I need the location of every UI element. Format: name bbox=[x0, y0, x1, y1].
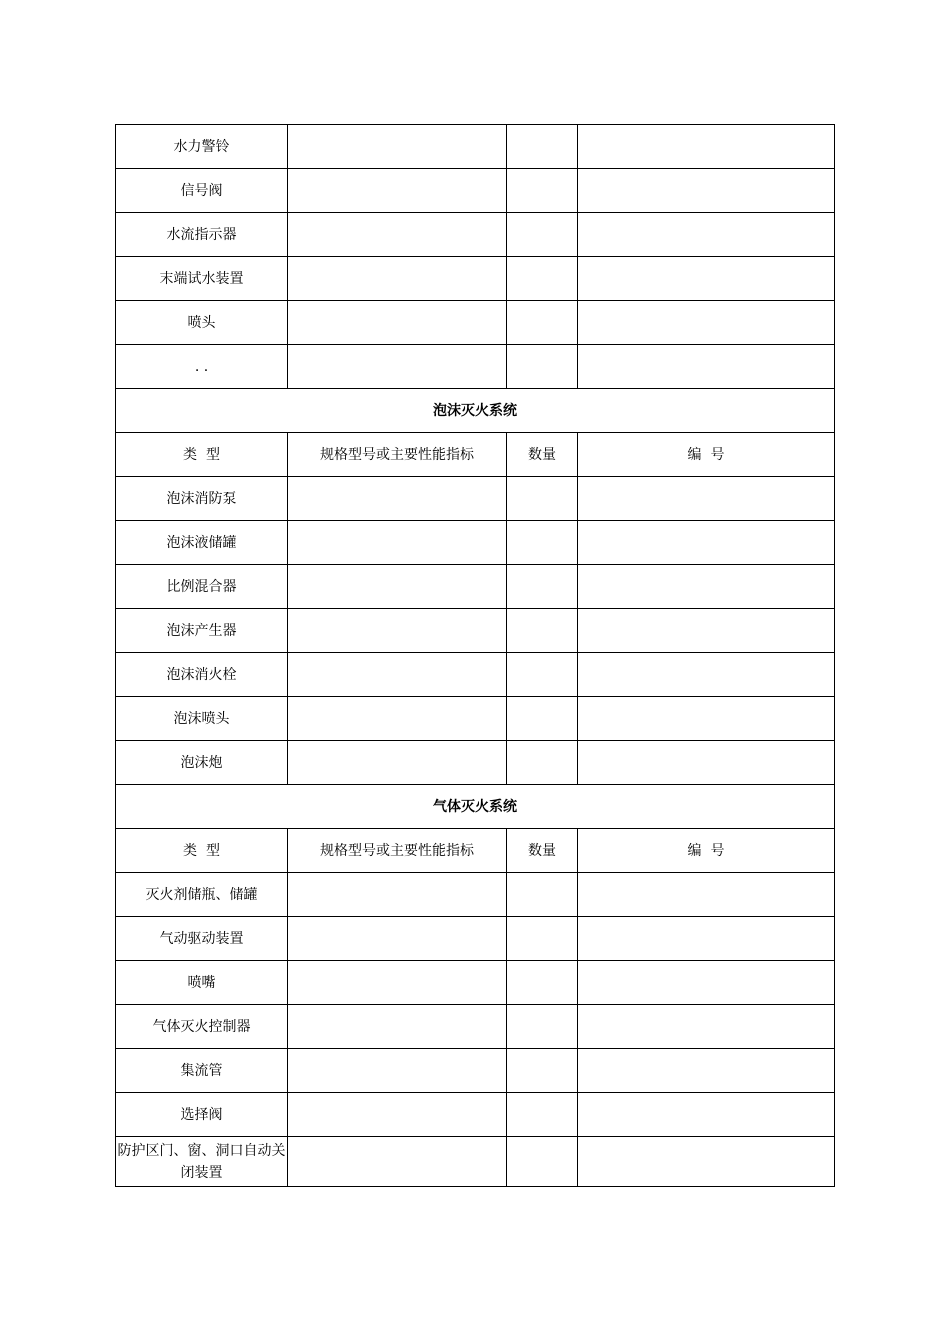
section-title-gas: 气体灭火系统 bbox=[116, 785, 835, 829]
spec-cell[interactable] bbox=[288, 741, 507, 785]
table-row bbox=[116, 257, 835, 301]
spec-cell[interactable] bbox=[288, 125, 507, 169]
header-row bbox=[116, 829, 835, 873]
table-row bbox=[116, 477, 835, 521]
spec-cell[interactable] bbox=[288, 169, 507, 213]
serial-cell[interactable] bbox=[578, 565, 835, 609]
spec-cell[interactable] bbox=[288, 213, 507, 257]
spec-cell[interactable] bbox=[288, 873, 507, 917]
serial-cell[interactable] bbox=[578, 1049, 835, 1093]
serial-cell[interactable] bbox=[578, 125, 835, 169]
table-row bbox=[116, 917, 835, 961]
quantity-cell[interactable] bbox=[507, 565, 578, 609]
serial-cell[interactable] bbox=[578, 917, 835, 961]
table-row bbox=[116, 565, 835, 609]
quantity-cell[interactable] bbox=[507, 917, 578, 961]
type-cell: 泡沫液储罐 bbox=[116, 521, 288, 565]
spec-cell[interactable] bbox=[288, 345, 507, 389]
quantity-cell[interactable] bbox=[507, 257, 578, 301]
spec-cell[interactable] bbox=[288, 697, 507, 741]
type-cell: 泡沫消防泵 bbox=[116, 477, 288, 521]
header-row bbox=[116, 433, 835, 477]
serial-cell[interactable] bbox=[578, 961, 835, 1005]
type-cell: 灭火剂储瓶、储罐 bbox=[116, 873, 288, 917]
header-serial: 编 号 bbox=[578, 433, 835, 477]
quantity-cell[interactable] bbox=[507, 521, 578, 565]
table-row bbox=[116, 609, 835, 653]
section-row-foam bbox=[116, 389, 835, 433]
quantity-cell[interactable] bbox=[507, 1005, 578, 1049]
type-cell: 泡沫产生器 bbox=[116, 609, 288, 653]
serial-cell[interactable] bbox=[578, 1137, 835, 1187]
type-cell: 泡沫喷头 bbox=[116, 697, 288, 741]
serial-cell[interactable] bbox=[578, 873, 835, 917]
serial-cell[interactable] bbox=[578, 1005, 835, 1049]
spec-cell[interactable] bbox=[288, 917, 507, 961]
quantity-cell[interactable] bbox=[507, 697, 578, 741]
spec-cell[interactable] bbox=[288, 961, 507, 1005]
table-row bbox=[116, 961, 835, 1005]
quantity-cell[interactable] bbox=[507, 1093, 578, 1137]
table-row bbox=[116, 653, 835, 697]
table-row bbox=[116, 873, 835, 917]
table-row bbox=[116, 741, 835, 785]
serial-cell[interactable] bbox=[578, 609, 835, 653]
serial-cell[interactable] bbox=[578, 213, 835, 257]
quantity-cell[interactable] bbox=[507, 873, 578, 917]
type-cell: 气体灭火控制器 bbox=[116, 1005, 288, 1049]
quantity-cell[interactable] bbox=[507, 169, 578, 213]
quantity-cell[interactable] bbox=[507, 213, 578, 257]
spec-cell[interactable] bbox=[288, 477, 507, 521]
spec-cell[interactable] bbox=[288, 653, 507, 697]
type-cell: 泡沫炮 bbox=[116, 741, 288, 785]
table-row bbox=[116, 697, 835, 741]
type-cell: 末端试水装置 bbox=[116, 257, 288, 301]
quantity-cell[interactable] bbox=[507, 477, 578, 521]
serial-cell[interactable] bbox=[578, 257, 835, 301]
type-cell: . . bbox=[116, 345, 288, 389]
spec-cell[interactable] bbox=[288, 1049, 507, 1093]
quantity-cell[interactable] bbox=[507, 125, 578, 169]
header-spec: 规格型号或主要性能指标 bbox=[288, 829, 507, 873]
quantity-cell[interactable] bbox=[507, 301, 578, 345]
type-cell: 水力警铃 bbox=[116, 125, 288, 169]
spec-cell[interactable] bbox=[288, 521, 507, 565]
table-row bbox=[116, 345, 835, 389]
spec-cell[interactable] bbox=[288, 257, 507, 301]
header-spec: 规格型号或主要性能指标 bbox=[288, 433, 507, 477]
spec-cell[interactable] bbox=[288, 301, 507, 345]
header-quantity: 数量 bbox=[507, 829, 578, 873]
serial-cell[interactable] bbox=[578, 169, 835, 213]
header-type: 类 型 bbox=[116, 433, 288, 477]
spec-cell[interactable] bbox=[288, 1137, 507, 1187]
serial-cell[interactable] bbox=[578, 345, 835, 389]
table-row bbox=[116, 1137, 835, 1187]
equipment-table bbox=[115, 124, 835, 1187]
table-row bbox=[116, 1005, 835, 1049]
type-cell: 防护区门、窗、洞口自动关闭装置 bbox=[116, 1137, 288, 1187]
serial-cell[interactable] bbox=[578, 1093, 835, 1137]
quantity-cell[interactable] bbox=[507, 1137, 578, 1187]
header-type: 类 型 bbox=[116, 829, 288, 873]
type-cell: 选择阀 bbox=[116, 1093, 288, 1137]
table-row bbox=[116, 521, 835, 565]
serial-cell[interactable] bbox=[578, 741, 835, 785]
section-row-gas bbox=[116, 785, 835, 829]
table-row bbox=[116, 1093, 835, 1137]
serial-cell[interactable] bbox=[578, 697, 835, 741]
type-cell: 水流指示器 bbox=[116, 213, 288, 257]
type-cell: 泡沫消火栓 bbox=[116, 653, 288, 697]
table-row bbox=[116, 1049, 835, 1093]
header-quantity: 数量 bbox=[507, 433, 578, 477]
quantity-cell[interactable] bbox=[507, 609, 578, 653]
section-title-foam: 泡沫灭火系统 bbox=[116, 389, 835, 433]
table-row bbox=[116, 169, 835, 213]
type-cell: 信号阀 bbox=[116, 169, 288, 213]
serial-cell[interactable] bbox=[578, 653, 835, 697]
table-row bbox=[116, 301, 835, 345]
spec-cell[interactable] bbox=[288, 1005, 507, 1049]
table-row bbox=[116, 125, 835, 169]
spec-cell[interactable] bbox=[288, 565, 507, 609]
type-cell: 喷嘴 bbox=[116, 961, 288, 1005]
serial-cell[interactable] bbox=[578, 521, 835, 565]
spec-cell[interactable] bbox=[288, 609, 507, 653]
spec-cell[interactable] bbox=[288, 1093, 507, 1137]
serial-cell[interactable] bbox=[578, 301, 835, 345]
type-cell: 比例混合器 bbox=[116, 565, 288, 609]
header-serial: 编 号 bbox=[578, 829, 835, 873]
quantity-cell[interactable] bbox=[507, 741, 578, 785]
type-cell: 气动驱动装置 bbox=[116, 917, 288, 961]
type-cell: 喷头 bbox=[116, 301, 288, 345]
quantity-cell[interactable] bbox=[507, 345, 578, 389]
quantity-cell[interactable] bbox=[507, 653, 578, 697]
table-row bbox=[116, 213, 835, 257]
type-cell: 集流管 bbox=[116, 1049, 288, 1093]
quantity-cell[interactable] bbox=[507, 961, 578, 1005]
quantity-cell[interactable] bbox=[507, 1049, 578, 1093]
serial-cell[interactable] bbox=[578, 477, 835, 521]
